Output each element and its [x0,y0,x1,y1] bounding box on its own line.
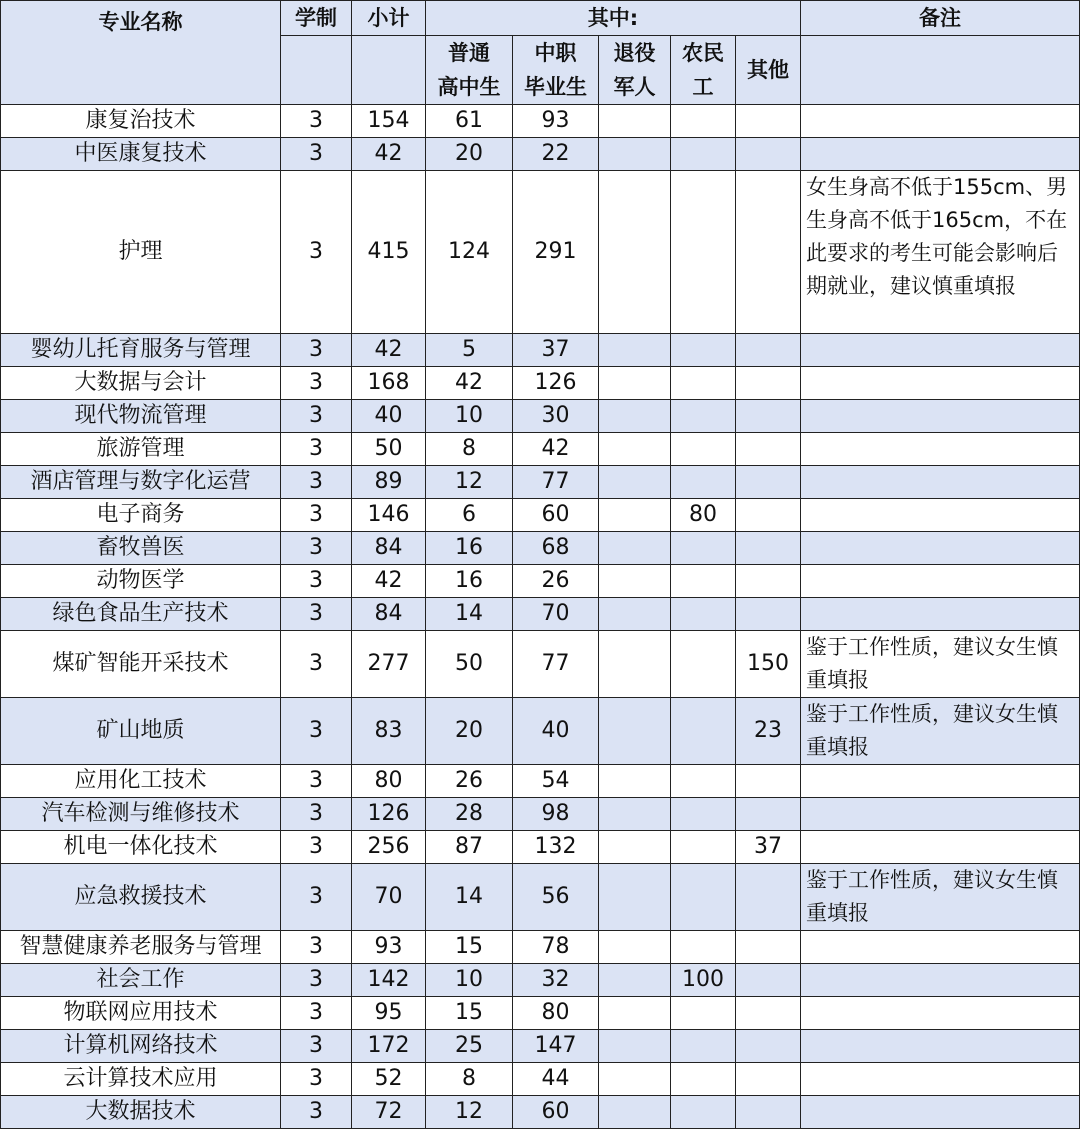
remark-cell [801,499,1080,532]
subtotal-cell: 89 [352,466,426,499]
duration-cell: 3 [281,997,352,1030]
duration-cell: 3 [281,400,352,433]
duration-cell: 3 [281,433,352,466]
subtotal-cell: 415 [352,171,426,334]
other-cell [736,565,801,598]
duration-cell: 3 [281,105,352,138]
other-cell [736,798,801,831]
regular-hs-cell: 20 [426,138,513,171]
major-name-cell: 矿山地质 [1,698,281,765]
subtotal-cell: 95 [352,997,426,1030]
migrant-cell [671,105,736,138]
major-name-cell: 机电一体化技术 [1,831,281,864]
duration-cell: 3 [281,1063,352,1096]
major-name-cell: 电子商务 [1,499,281,532]
vocational-cell: 42 [513,433,599,466]
vocational-cell: 60 [513,1096,599,1129]
other-cell [736,367,801,400]
veterans-cell [599,105,671,138]
remark-cell [801,997,1080,1030]
other-cell: 37 [736,831,801,864]
vocational-cell: 132 [513,831,599,864]
other-cell [736,765,801,798]
veterans-cell [599,433,671,466]
header-veterans-line2: 军人 [613,75,656,99]
vocational-cell: 93 [513,105,599,138]
table-row [1,964,1080,997]
regular-hs-cell: 15 [426,997,513,1030]
table-row [1,171,1080,334]
vocational-cell: 126 [513,367,599,400]
migrant-cell [671,433,736,466]
other-cell [736,334,801,367]
table-row [1,831,1080,864]
vocational-cell: 98 [513,798,599,831]
remark-cell [801,105,1080,138]
major-name-cell: 旅游管理 [1,433,281,466]
table-row [1,798,1080,831]
table-row [1,698,1080,765]
duration-cell: 3 [281,499,352,532]
migrant-cell [671,997,736,1030]
major-name-cell: 物联网应用技术 [1,997,281,1030]
veterans-cell [599,997,671,1030]
header-vocational-line2: 毕业生 [524,75,587,99]
vocational-cell: 26 [513,565,599,598]
major-name-cell: 汽车检测与维修技术 [1,798,281,831]
other-cell [736,171,801,334]
major-name-cell: 酒店管理与数字化运营 [1,466,281,499]
duration-cell: 3 [281,931,352,964]
migrant-cell [671,631,736,698]
major-name-cell: 云计算技术应用 [1,1063,281,1096]
subtotal-cell: 72 [352,1096,426,1129]
subtotal-cell: 84 [352,598,426,631]
duration-cell: 3 [281,565,352,598]
duration-cell: 3 [281,367,352,400]
header-vocational-line1: 中职 [534,41,577,65]
veterans-cell [599,400,671,433]
duration-cell: 3 [281,798,352,831]
veterans-cell [599,598,671,631]
table-row [1,565,1080,598]
vocational-cell: 78 [513,931,599,964]
vocational-cell: 60 [513,499,599,532]
regular-hs-cell: 12 [426,1096,513,1129]
vocational-cell: 32 [513,964,599,997]
regular-hs-cell: 42 [426,367,513,400]
migrant-cell: 80 [671,499,736,532]
remark-cell: 女生身高不低于155cm、男生身高不低于165cm，不在此要求的考生可能会影响后期就业，建议慎重填报 [801,171,1080,334]
regular-hs-cell: 8 [426,433,513,466]
table-row [1,400,1080,433]
vocational-cell: 40 [513,698,599,765]
veterans-cell [599,931,671,964]
regular-hs-cell: 15 [426,931,513,964]
major-name-cell: 计算机网络技术 [1,1030,281,1063]
subtotal-cell: 256 [352,831,426,864]
migrant-cell [671,466,736,499]
regular-hs-cell: 16 [426,532,513,565]
major-name-cell: 现代物流管理 [1,400,281,433]
major-name-cell: 应急救援技术 [1,864,281,931]
veterans-cell [599,964,671,997]
vocational-cell: 30 [513,400,599,433]
header-subtotal-blank [352,36,426,105]
subtotal-cell: 154 [352,105,426,138]
remark-cell [801,598,1080,631]
table-row [1,334,1080,367]
other-cell [736,997,801,1030]
major-name-cell: 康复治技术 [1,105,281,138]
header-migrant [671,36,736,105]
remark-cell [801,367,1080,400]
migrant-cell [671,798,736,831]
migrant-cell [671,532,736,565]
other-cell [736,532,801,565]
table-row [1,997,1080,1030]
other-cell [736,864,801,931]
table-header [1,1,1080,105]
migrant-cell [671,765,736,798]
header-migrant-line2: 工 [692,75,714,99]
other-cell [736,1096,801,1129]
veterans-cell [599,532,671,565]
subtotal-cell: 84 [352,532,426,565]
subtotal-cell: 172 [352,1030,426,1063]
header-major-name: 专业名称 [1,1,281,105]
migrant-cell [671,138,736,171]
header-vocational [513,36,599,105]
veterans-cell [599,765,671,798]
other-cell [736,931,801,964]
other-cell: 23 [736,698,801,765]
major-name-cell: 护理 [1,171,281,334]
remark-cell [801,532,1080,565]
remark-cell [801,400,1080,433]
migrant-cell [671,171,736,334]
veterans-cell [599,334,671,367]
table-row [1,631,1080,698]
major-name-cell: 婴幼儿托育服务与管理 [1,334,281,367]
vocational-cell: 37 [513,334,599,367]
table-row [1,367,1080,400]
veterans-cell [599,831,671,864]
table-row [1,499,1080,532]
subtotal-cell: 277 [352,631,426,698]
migrant-cell [671,698,736,765]
subtotal-cell: 42 [352,565,426,598]
migrant-cell [671,864,736,931]
other-cell [736,964,801,997]
vocational-cell: 80 [513,997,599,1030]
migrant-cell [671,931,736,964]
header-veterans [599,36,671,105]
major-name-cell: 智慧健康养老服务与管理 [1,931,281,964]
veterans-cell [599,466,671,499]
veterans-cell [599,864,671,931]
subtotal-cell: 50 [352,433,426,466]
regular-hs-cell: 28 [426,798,513,831]
veterans-cell [599,138,671,171]
veterans-cell [599,631,671,698]
regular-hs-cell: 50 [426,631,513,698]
table-row [1,105,1080,138]
duration-cell: 3 [281,964,352,997]
major-name-cell: 社会工作 [1,964,281,997]
veterans-cell [599,171,671,334]
subtotal-cell: 142 [352,964,426,997]
other-cell: 150 [736,631,801,698]
subtotal-cell: 168 [352,367,426,400]
vocational-cell: 77 [513,631,599,698]
subtotal-cell: 40 [352,400,426,433]
table-row [1,1030,1080,1063]
remark-cell [801,1096,1080,1129]
subtotal-cell: 146 [352,499,426,532]
regular-hs-cell: 10 [426,400,513,433]
remark-cell [801,433,1080,466]
other-cell [736,400,801,433]
vocational-cell: 70 [513,598,599,631]
veterans-cell [599,798,671,831]
other-cell [736,1063,801,1096]
table-row [1,931,1080,964]
remark-cell [801,565,1080,598]
table-row [1,433,1080,466]
vocational-cell: 22 [513,138,599,171]
migrant-cell [671,1063,736,1096]
table-row [1,1096,1080,1129]
regular-hs-cell: 12 [426,466,513,499]
header-duration-blank [281,36,352,105]
header-veterans-line1: 退役 [613,41,656,65]
table-row [1,765,1080,798]
migrant-cell [671,367,736,400]
migrant-cell [671,1096,736,1129]
migrant-cell [671,334,736,367]
remark-cell: 鉴于工作性质，建议女生慎重填报 [801,864,1080,931]
veterans-cell [599,1063,671,1096]
major-name-cell: 畜牧兽医 [1,532,281,565]
regular-hs-cell: 61 [426,105,513,138]
vocational-cell: 54 [513,765,599,798]
remark-cell [801,1063,1080,1096]
header-duration: 学制 [281,1,352,36]
duration-cell: 3 [281,698,352,765]
major-name-cell: 绿色食品生产技术 [1,598,281,631]
regular-hs-cell: 5 [426,334,513,367]
remark-cell [801,964,1080,997]
other-cell [736,1030,801,1063]
regular-hs-cell: 14 [426,864,513,931]
regular-hs-cell: 25 [426,1030,513,1063]
other-cell [736,466,801,499]
remark-cell [801,798,1080,831]
other-cell [736,499,801,532]
other-cell [736,138,801,171]
header-other: 其他 [736,36,801,105]
regular-hs-cell: 20 [426,698,513,765]
vocational-cell: 56 [513,864,599,931]
veterans-cell [599,698,671,765]
remark-cell: 鉴于工作性质，建议女生慎重填报 [801,631,1080,698]
migrant-cell [671,1030,736,1063]
table-row [1,864,1080,931]
subtotal-cell: 52 [352,1063,426,1096]
remark-cell [801,831,1080,864]
header-remark: 备注 [801,1,1080,36]
remark-cell [801,466,1080,499]
header-regular-hs-line1: 普通 [448,41,490,65]
migrant-cell [671,400,736,433]
veterans-cell [599,1096,671,1129]
table-row [1,466,1080,499]
header-remark-blank [801,36,1080,105]
table-row [1,138,1080,171]
duration-cell: 3 [281,466,352,499]
subtotal-cell: 42 [352,138,426,171]
regular-hs-cell: 124 [426,171,513,334]
migrant-cell [671,565,736,598]
duration-cell: 3 [281,1096,352,1129]
major-name-cell: 应用化工技术 [1,765,281,798]
major-name-cell: 大数据技术 [1,1096,281,1129]
subtotal-cell: 80 [352,765,426,798]
remark-cell [801,1030,1080,1063]
veterans-cell [599,367,671,400]
subtotal-cell: 83 [352,698,426,765]
regular-hs-cell: 87 [426,831,513,864]
duration-cell: 3 [281,598,352,631]
vocational-cell: 147 [513,1030,599,1063]
major-name-cell: 动物医学 [1,565,281,598]
remark-cell: 鉴于工作性质，建议女生慎重填报 [801,698,1080,765]
remark-cell [801,334,1080,367]
regular-hs-cell: 10 [426,964,513,997]
subtotal-cell: 70 [352,864,426,931]
table-body [1,105,1080,1129]
subtotal-cell: 93 [352,931,426,964]
regular-hs-cell: 6 [426,499,513,532]
other-cell [736,433,801,466]
regular-hs-cell: 14 [426,598,513,631]
header-of-which: 其中: [426,1,801,36]
remark-cell [801,138,1080,171]
regular-hs-cell: 16 [426,565,513,598]
vocational-cell: 44 [513,1063,599,1096]
remark-cell [801,765,1080,798]
other-cell [736,598,801,631]
header-regular-hs-line2: 高中生 [437,75,501,99]
subtotal-cell: 42 [352,334,426,367]
duration-cell: 3 [281,765,352,798]
vocational-cell: 291 [513,171,599,334]
veterans-cell [599,499,671,532]
duration-cell: 3 [281,831,352,864]
table-row [1,1063,1080,1096]
header-regular-hs [426,36,513,105]
table-row [1,532,1080,565]
migrant-cell [671,831,736,864]
migrant-cell [671,598,736,631]
major-name-cell: 中医康复技术 [1,138,281,171]
duration-cell: 3 [281,631,352,698]
regular-hs-cell: 26 [426,765,513,798]
vocational-cell: 77 [513,466,599,499]
other-cell [736,105,801,138]
duration-cell: 3 [281,138,352,171]
duration-cell: 3 [281,532,352,565]
veterans-cell [599,565,671,598]
migrant-cell: 100 [671,964,736,997]
header-subtotal: 小计 [352,1,426,36]
duration-cell: 3 [281,334,352,367]
major-name-cell: 大数据与会计 [1,367,281,400]
subtotal-cell: 126 [352,798,426,831]
duration-cell: 3 [281,171,352,334]
header-migrant-line1: 农民 [682,41,724,65]
veterans-cell [599,1030,671,1063]
table-row [1,598,1080,631]
vocational-cell: 68 [513,532,599,565]
remark-cell [801,931,1080,964]
duration-cell: 3 [281,1030,352,1063]
duration-cell: 3 [281,864,352,931]
regular-hs-cell: 8 [426,1063,513,1096]
major-name-cell: 煤矿智能开采技术 [1,631,281,698]
